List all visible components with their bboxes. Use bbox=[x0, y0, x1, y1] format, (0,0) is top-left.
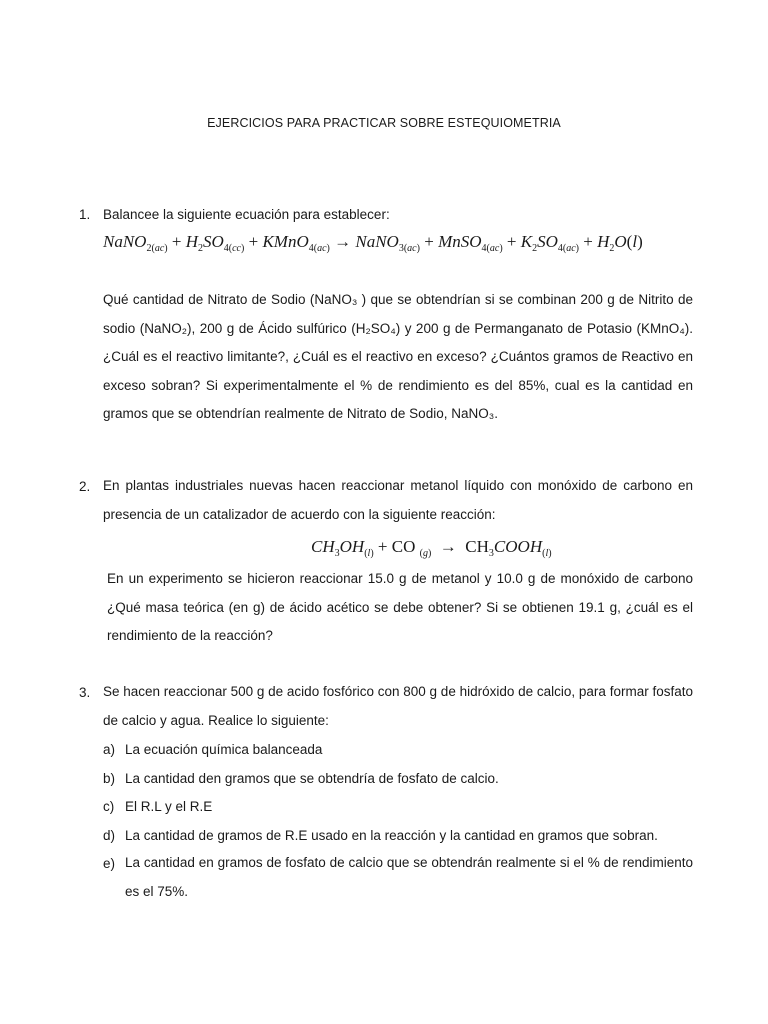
exercise-1-intro: Balancee la siguiente ecuación para establecer: bbox=[103, 207, 390, 222]
exercise-2-equation: $CH_3OH_{(l)}$ + CO $_{(g)} \to CH_3COOH_{(l)}$ bbox=[311, 537, 552, 559]
exercise-2-number: 2. bbox=[79, 479, 91, 494]
exercise-3-item-text: La ecuación química balanceada bbox=[125, 742, 323, 757]
exercise-3-item-text: El R.L y el R.E bbox=[125, 799, 213, 814]
exercise-3-item-letter: a) bbox=[103, 742, 116, 757]
exercise-3-paragraph: Se hacen reaccionar 500 g de acido fosfórico con 800 g de hidróxido de calcio, para formar fosfato de calcio y agua. Realice lo siguiente: bbox=[103, 684, 693, 728]
exercise-3-item-letter: b) bbox=[103, 771, 116, 786]
exercise-2-question: En un experimento se hicieron reaccionar 15.0 g de metanol y 10.0 g de monóxido de carbono ¿Qué masa teórica (en g) de ácido acético se debe obtener? Si se obtienen 19.1 g, ¿cuál es el rendimiento de la reacción? bbox=[107, 571, 693, 643]
exercise-1-number: 1. bbox=[79, 207, 91, 222]
exercise-3-item-letter: c) bbox=[103, 799, 115, 814]
document-title: EJERCICIOS PARA PRACTICAR SOBRE ESTEQUIOMETRIA bbox=[207, 116, 561, 130]
exercise-3-item-letter: e) bbox=[103, 856, 116, 871]
exercise-1-paragraph: Qué cantidad de Nitrato de Sodio (NaNO₃ ) que se obtendrían si se combinan 200 g de Nitrito de sodio (NaNO₂), 200 g de Ácido sulfúrico (H₂SO₄) y 200 g de Permanganato de Potasio (KMnO₄). ¿Cuál es el reactivo limitante?, ¿Cuál es el reactivo en exceso? ¿Cuántos gramos de Reactivo en exceso sobran? Si experimentalmente el % de rendimiento es del 85%, cual es la cantidad en gramos que se obtendrían realmente de Nitrato de Sodio, NaNO₃. bbox=[103, 292, 693, 421]
exercise-3-item-text: La cantidad de gramos de R.E usado en la reacción y la cantidad en gramos que sobran. bbox=[125, 828, 658, 843]
exercise-3-item-letter: d) bbox=[103, 828, 116, 843]
exercise-2-paragraph: En plantas industriales nuevas hacen reaccionar metanol líquido con monóxido de carbono en presencia de un catalizador de acuerdo con la siguiente reacción: bbox=[103, 478, 693, 522]
exercise-3-item-text: La cantidad den gramos que se obtendría de fosfato de calcio. bbox=[125, 771, 499, 786]
exercise-3-item-text: La cantidad en gramos de fosfato de calcio que se obtendrán realmente si el % de rendimiento es el 75%. bbox=[125, 855, 693, 899]
exercise-1-equation: NaNO$_{2(ac)}$ + $H_2SO_{4(cc)}$ + KMnO$_{4(ac)}$ → NaNO$_{3(ac)}$ + MnSO$_{4(ac)}$ + $K_2SO_{4(ac)} + H_2O(l)$ bbox=[103, 232, 643, 254]
exercise-3-number: 3. bbox=[79, 685, 91, 700]
